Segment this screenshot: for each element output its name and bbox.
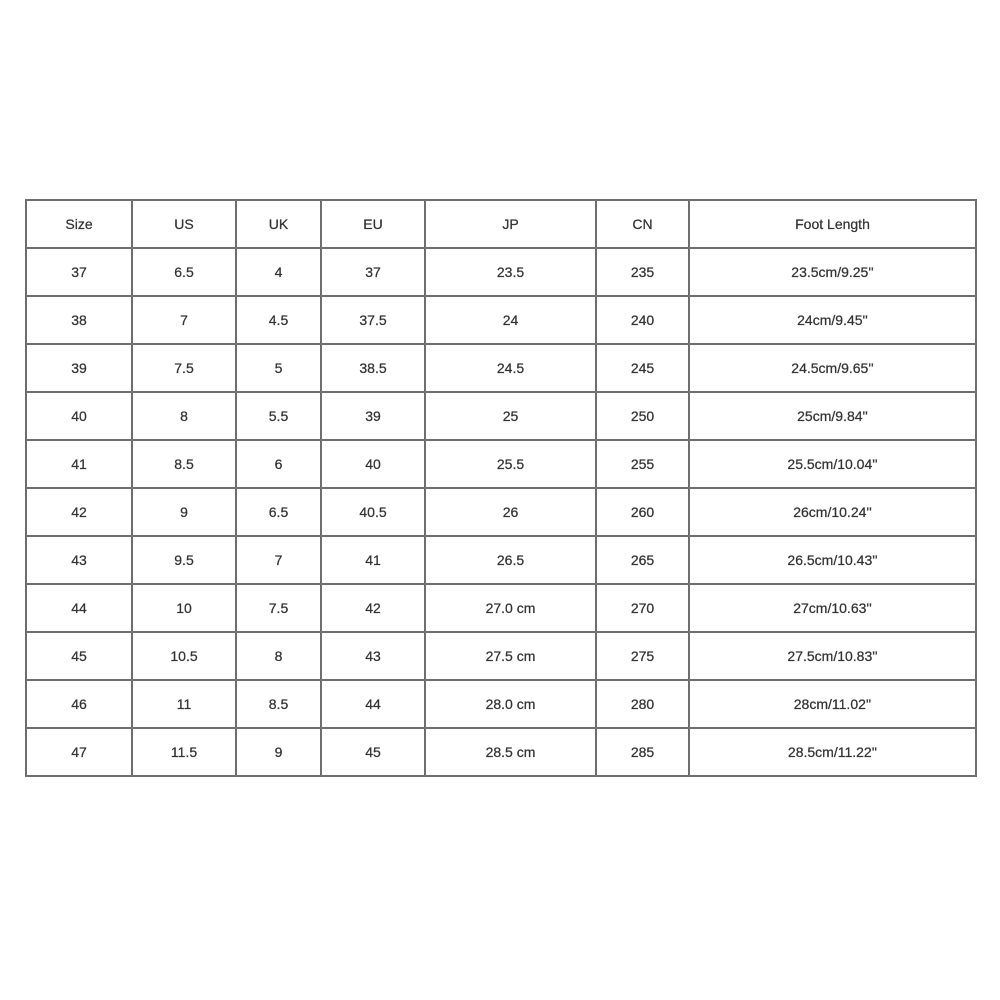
cell-jp: 28.5 cm: [425, 728, 596, 776]
header-cn: CN: [596, 200, 689, 248]
cell-foot-length: 28cm/11.02'': [689, 680, 976, 728]
cell-foot-length: 25.5cm/10.04'': [689, 440, 976, 488]
cell-uk: 5.5: [236, 392, 321, 440]
cell-cn: 285: [596, 728, 689, 776]
table-row: [26, 728, 976, 776]
cell-uk: 5: [236, 344, 321, 392]
cell-eu: 40.5: [321, 488, 425, 536]
table-row: [26, 392, 976, 440]
cell-foot-length: 24cm/9.45'': [689, 296, 976, 344]
cell-jp: 24.5: [425, 344, 596, 392]
cell-cn: 255: [596, 440, 689, 488]
cell-uk: 9: [236, 728, 321, 776]
header-uk: UK: [236, 200, 321, 248]
cell-uk: 6.5: [236, 488, 321, 536]
cell-cn: 260: [596, 488, 689, 536]
cell-us: 10: [132, 584, 236, 632]
cell-size: 46: [26, 680, 132, 728]
cell-cn: 245: [596, 344, 689, 392]
cell-eu: 39: [321, 392, 425, 440]
cell-uk: 7: [236, 536, 321, 584]
cell-eu: 41: [321, 536, 425, 584]
table-row: [26, 632, 976, 680]
table-row: [26, 584, 976, 632]
cell-cn: 265: [596, 536, 689, 584]
cell-us: 11: [132, 680, 236, 728]
cell-foot-length: 26.5cm/10.43'': [689, 536, 976, 584]
table-row: [26, 680, 976, 728]
cell-uk: 8.5: [236, 680, 321, 728]
cell-cn: 250: [596, 392, 689, 440]
cell-foot-length: 26cm/10.24'': [689, 488, 976, 536]
cell-cn: 240: [596, 296, 689, 344]
cell-cn: 280: [596, 680, 689, 728]
header-jp: JP: [425, 200, 596, 248]
cell-uk: 4: [236, 248, 321, 296]
cell-us: 11.5: [132, 728, 236, 776]
cell-jp: 24: [425, 296, 596, 344]
cell-size: 42: [26, 488, 132, 536]
cell-cn: 275: [596, 632, 689, 680]
cell-us: 7: [132, 296, 236, 344]
cell-uk: 6: [236, 440, 321, 488]
cell-eu: 45: [321, 728, 425, 776]
cell-us: 8.5: [132, 440, 236, 488]
cell-eu: 42: [321, 584, 425, 632]
cell-foot-length: 23.5cm/9.25'': [689, 248, 976, 296]
cell-foot-length: 27cm/10.63'': [689, 584, 976, 632]
cell-us: 8: [132, 392, 236, 440]
cell-eu: 40: [321, 440, 425, 488]
table-body: [26, 248, 976, 776]
cell-foot-length: 25cm/9.84'': [689, 392, 976, 440]
cell-foot-length: 28.5cm/11.22'': [689, 728, 976, 776]
cell-eu: 44: [321, 680, 425, 728]
size-chart-table: [25, 199, 977, 777]
cell-cn: 270: [596, 584, 689, 632]
table-row: [26, 296, 976, 344]
header-size: Size: [26, 200, 132, 248]
cell-size: 43: [26, 536, 132, 584]
cell-us: 9: [132, 488, 236, 536]
table-row: [26, 536, 976, 584]
cell-us: 6.5: [132, 248, 236, 296]
cell-eu: 38.5: [321, 344, 425, 392]
cell-jp: 27.5 cm: [425, 632, 596, 680]
cell-jp: 23.5: [425, 248, 596, 296]
table-row: [26, 248, 976, 296]
cell-eu: 43: [321, 632, 425, 680]
cell-foot-length: 24.5cm/9.65'': [689, 344, 976, 392]
cell-us: 7.5: [132, 344, 236, 392]
header-row: [26, 200, 976, 248]
cell-jp: 26: [425, 488, 596, 536]
header-foot-length: Foot Length: [689, 200, 976, 248]
cell-jp: 26.5: [425, 536, 596, 584]
cell-us: 9.5: [132, 536, 236, 584]
cell-jp: 28.0 cm: [425, 680, 596, 728]
cell-uk: 4.5: [236, 296, 321, 344]
table-row: [26, 488, 976, 536]
cell-size: 45: [26, 632, 132, 680]
table-row: [26, 440, 976, 488]
table-header: [26, 200, 976, 248]
cell-uk: 7.5: [236, 584, 321, 632]
cell-cn: 235: [596, 248, 689, 296]
cell-jp: 25.5: [425, 440, 596, 488]
cell-uk: 8: [236, 632, 321, 680]
cell-us: 10.5: [132, 632, 236, 680]
cell-size: 38: [26, 296, 132, 344]
cell-size: 40: [26, 392, 132, 440]
cell-size: 44: [26, 584, 132, 632]
cell-foot-length: 27.5cm/10.83'': [689, 632, 976, 680]
cell-size: 41: [26, 440, 132, 488]
cell-eu: 37.5: [321, 296, 425, 344]
cell-size: 47: [26, 728, 132, 776]
cell-eu: 37: [321, 248, 425, 296]
cell-jp: 27.0 cm: [425, 584, 596, 632]
table-row: [26, 344, 976, 392]
cell-size: 39: [26, 344, 132, 392]
header-us: US: [132, 200, 236, 248]
header-eu: EU: [321, 200, 425, 248]
cell-size: 37: [26, 248, 132, 296]
cell-jp: 25: [425, 392, 596, 440]
